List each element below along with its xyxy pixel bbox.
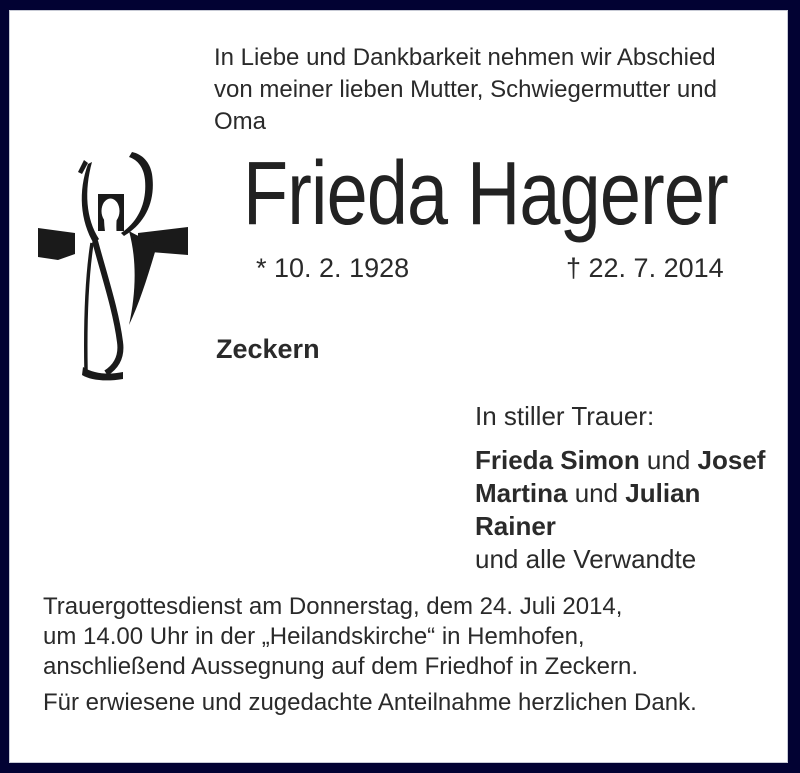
- intro-line: In Liebe und Dankbarkeit nehmen wir Abschied: [214, 44, 716, 71]
- mourner-line: Frieda Simon und Josef: [475, 445, 766, 475]
- mourning-header: In stiller Trauer:: [475, 401, 655, 431]
- death-date: † 22. 7. 2014: [566, 253, 724, 283]
- mourner-line: Martina und Julian: [475, 478, 701, 508]
- service-line: um 14.00 Uhr in der „Heilandskirche“ in Hemhofen,: [43, 623, 585, 650]
- intro-text: [214, 42, 717, 138]
- intro-line: Oma: [214, 108, 267, 135]
- service-line: anschließend Aussegnung auf dem Friedhof in Zeckern.: [43, 653, 639, 680]
- mourner-line: Rainer: [475, 511, 556, 541]
- thanks-note: Für erwiesene und zugedachte Anteilnahme herzlichen Dank.: [43, 689, 697, 716]
- intro-line: von meiner lieben Mutter, Schwiegermutter und: [214, 76, 717, 103]
- mourners-block: [475, 400, 765, 576]
- service-info: [43, 592, 638, 682]
- cross-beam-left: [38, 228, 75, 260]
- service-line: Trauergottesdienst am Donnerstag, dem 24. Juli 2014,: [43, 593, 623, 620]
- place-name: Zeckern: [216, 334, 320, 364]
- obituary-notice-paper: [9, 10, 788, 763]
- birth-date: * 10. 2. 1928: [256, 253, 410, 283]
- christ-on-cross-icon: [34, 148, 202, 394]
- deceased-name: Frieda Hagerer: [243, 144, 728, 244]
- right-arm: [121, 152, 153, 236]
- left-arm: [82, 162, 99, 244]
- mourner-line: und alle Verwandte: [475, 544, 697, 574]
